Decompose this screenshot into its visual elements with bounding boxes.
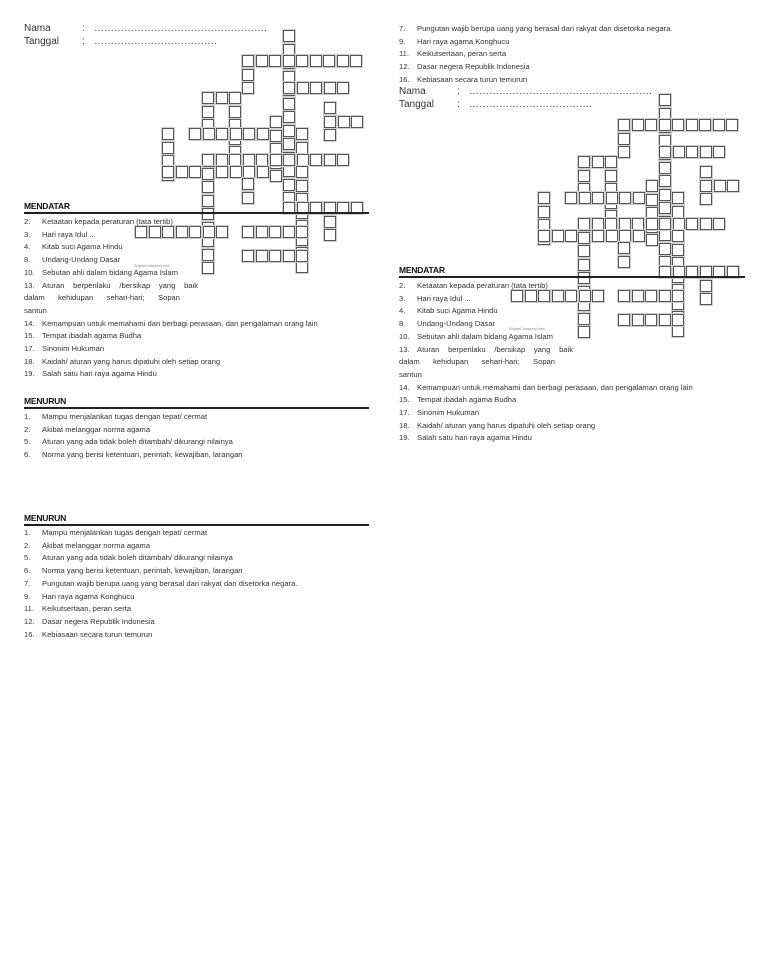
crossword-cell[interactable] xyxy=(351,116,363,128)
crossword-cell[interactable] xyxy=(672,206,684,218)
name-field[interactable] xyxy=(24,23,267,34)
crossword-cell[interactable] xyxy=(659,146,671,158)
crossword-cell[interactable] xyxy=(645,119,657,131)
crossword-cell[interactable] xyxy=(659,175,671,187)
list-item: 2. Ketaatan kepada peraturan (tata tertib) xyxy=(399,281,548,290)
crossword-cell[interactable] xyxy=(618,133,630,145)
list-item: 17. Sinonim Hukuman xyxy=(399,408,480,418)
crossword-cell[interactable] xyxy=(673,218,685,230)
crossword-cell[interactable] xyxy=(646,218,658,230)
crossword-cell[interactable] xyxy=(699,119,711,131)
crossword-cell[interactable] xyxy=(592,156,604,168)
crossword-cell[interactable] xyxy=(579,192,591,204)
date-colon: : xyxy=(82,36,85,47)
list-item: 19. Salah satu hari raya agama Hindu xyxy=(24,369,157,379)
mendatar-heading-left: MENDATAR xyxy=(24,201,70,211)
list-item: 15. Tempat ibadah agama Budha xyxy=(24,331,142,341)
list-item: 13. Aturan berperilaku /bersikap yang baik xyxy=(24,280,198,290)
list-item: 2. Ketaatan kepada peraturan (tata tertib) xyxy=(24,217,173,226)
crossword-cell[interactable] xyxy=(686,146,698,158)
crossword-cell[interactable] xyxy=(296,180,308,192)
list-item: 13. Aturan berperilaku /bersikap yang baik xyxy=(399,344,573,354)
name-field-right[interactable] xyxy=(399,86,652,97)
menurun-heading-left: MENURUN xyxy=(24,396,67,406)
list-item: 12. Dasar negera Republik Indonesia xyxy=(399,62,530,72)
crossword-cell[interactable] xyxy=(552,230,564,242)
crossword-cell[interactable] xyxy=(726,119,738,131)
menurun-list-left xyxy=(24,411,243,462)
list-item-continuation: dalam kehidupan sehari-hari; Sopan xyxy=(399,357,555,367)
crossword-cell[interactable] xyxy=(242,192,254,204)
crossword-cell[interactable] xyxy=(324,82,336,94)
crossword-cell[interactable] xyxy=(216,92,228,104)
list-item: 18. Kaidah/ aturan yang harus dipatuhi oleh setiap orang xyxy=(399,420,596,430)
crossword-cell[interactable] xyxy=(618,256,630,268)
crossword-cell[interactable] xyxy=(269,55,281,67)
crossword-cell[interactable] xyxy=(592,218,604,230)
date-label: Tanggal xyxy=(24,36,60,47)
crossword-cell[interactable] xyxy=(578,156,590,168)
crossword-cell[interactable] xyxy=(618,242,630,254)
list-item: 8. Undang-Undang Dasar xyxy=(24,255,121,265)
crossword-cell[interactable] xyxy=(659,162,671,174)
crossword-cell[interactable] xyxy=(283,55,295,67)
crossword-cell[interactable] xyxy=(592,192,604,204)
crossword-cell[interactable] xyxy=(618,146,630,158)
crossword-cell[interactable] xyxy=(296,142,308,154)
date-dots: ………………………………. xyxy=(469,99,592,110)
crossword-cell[interactable] xyxy=(230,128,242,140)
crossword-cell[interactable] xyxy=(646,180,658,192)
crossword-cell[interactable] xyxy=(700,293,712,305)
name-dots: ………………………………………………. xyxy=(469,86,652,97)
list-item: 6. Norma yang berisi ketentuan, perintah, kewajiban, larangan xyxy=(24,566,243,576)
list-item: 10. Sebutan ahli dalam bidang Agama Islam xyxy=(399,331,553,341)
crossword-cell[interactable] xyxy=(324,154,336,166)
name-colon: : xyxy=(457,86,460,97)
crossword-cell[interactable] xyxy=(296,55,308,67)
list-item-continuation: dalam kehidupan sehari-hari; Sopan xyxy=(24,293,180,303)
crossword-cell[interactable] xyxy=(283,82,295,94)
crossword-cell[interactable] xyxy=(242,69,254,81)
list-item: 3. Hari raya Idul ... xyxy=(399,293,471,303)
crossword-cell[interactable] xyxy=(659,202,671,214)
menurun-heading-bottom: MENURUN xyxy=(24,513,67,523)
name-dots: ……………………………………………. xyxy=(94,23,267,34)
crossword-cell[interactable] xyxy=(578,245,590,257)
crossword-cell[interactable] xyxy=(686,119,698,131)
crossword-cell[interactable] xyxy=(189,128,201,140)
mendatar-heading-right: MENDATAR xyxy=(399,265,445,275)
list-item: 16. Kebiasaan secara turun temurun xyxy=(24,629,153,639)
crossword-cell[interactable] xyxy=(283,125,295,137)
crossword-cell[interactable] xyxy=(632,119,644,131)
crossword-cell[interactable] xyxy=(659,218,671,230)
crossword-cell[interactable] xyxy=(162,128,174,140)
crossword-cell[interactable] xyxy=(242,178,254,190)
crossword-cell[interactable] xyxy=(538,206,550,218)
crossword-cell[interactable] xyxy=(297,154,309,166)
crossword-cell[interactable] xyxy=(257,128,269,140)
crossword-cell[interactable] xyxy=(565,192,577,204)
crossword-cell[interactable] xyxy=(659,229,671,241)
crossword-cell[interactable] xyxy=(310,55,322,67)
crossword-cell[interactable] xyxy=(229,92,241,104)
crossword-cell[interactable] xyxy=(659,119,671,131)
crossword-cell[interactable] xyxy=(713,218,725,230)
crossword-cell[interactable] xyxy=(659,94,671,106)
crossword-cell[interactable] xyxy=(578,259,590,271)
list-item: 15. Tempat ibadah agama Budha xyxy=(399,395,517,405)
list-item: 2. Akibat melanggar norma agama xyxy=(24,424,151,434)
menurun-rule-left xyxy=(24,407,369,409)
crossword-cell[interactable] xyxy=(283,30,295,42)
crossword-cell[interactable] xyxy=(216,154,228,166)
crossword-cell[interactable] xyxy=(700,146,712,158)
crossword-cell[interactable] xyxy=(673,146,685,158)
crossword-cell[interactable] xyxy=(619,192,631,204)
crossword-cell[interactable] xyxy=(605,218,617,230)
menurun-rule-bottom xyxy=(24,524,369,526)
crossword-cell[interactable] xyxy=(606,230,618,242)
crossword-cell[interactable] xyxy=(270,170,282,182)
crossword-cell[interactable] xyxy=(619,230,631,242)
crossword-cell[interactable] xyxy=(202,195,214,207)
list-item-continuation: santun xyxy=(399,369,422,379)
list-item: 1. Mampu menjalankan tugas dengan tepat/ cermat xyxy=(24,412,208,421)
mendatar-rule-left xyxy=(24,212,369,214)
list-item: 17. Sinonim Hukuman xyxy=(24,344,105,354)
crossword-cell[interactable] xyxy=(283,111,295,123)
crossword-cell[interactable] xyxy=(243,128,255,140)
crossword-cell[interactable] xyxy=(202,168,214,180)
list-item: 4. Kitab suci Agama Hindu xyxy=(399,306,498,316)
crossword-cell[interactable] xyxy=(700,280,712,292)
crossword-cell[interactable] xyxy=(700,218,712,230)
date-label: Tanggal xyxy=(399,99,435,110)
crossword-cell[interactable] xyxy=(700,166,712,178)
list-item: 14. Kemampuan untuk memahami dan berbagi perasaan, dan pengalaman orang lain xyxy=(399,382,693,392)
crossword-cell[interactable] xyxy=(672,119,684,131)
crossword-cell[interactable] xyxy=(659,189,671,201)
crossword-cell[interactable] xyxy=(242,55,254,67)
crossword-cell[interactable] xyxy=(618,119,630,131)
list-item: 12. Dasar negera Republik Indonesia xyxy=(24,616,155,626)
crossword-cell[interactable] xyxy=(283,165,295,177)
crossword-cell[interactable] xyxy=(243,154,255,166)
crossword-cell[interactable] xyxy=(700,180,712,192)
crossword-cell[interactable] xyxy=(229,106,241,118)
crossword-cell[interactable] xyxy=(283,179,295,191)
crossword-cell[interactable] xyxy=(619,218,631,230)
crossword-cell[interactable] xyxy=(324,102,336,114)
crossword-cell[interactable] xyxy=(216,166,228,178)
list-item: 6. Norma yang berisi ketentuan, perintah, kewajiban, larangan xyxy=(24,450,243,460)
crossword-cell[interactable] xyxy=(538,192,550,204)
crossword-cell[interactable] xyxy=(296,166,308,178)
crossword-cell[interactable] xyxy=(189,166,201,178)
crossword-cell[interactable] xyxy=(714,180,726,192)
crossword-cell[interactable] xyxy=(324,216,336,228)
crossword-cell[interactable] xyxy=(632,218,644,230)
list-item: 5. Aturan yang ada tidak boleh ditambah/ dikurangi nilainya xyxy=(24,437,233,447)
crossword-cell[interactable] xyxy=(337,55,349,67)
crossword-cell[interactable] xyxy=(578,218,590,230)
menurun-continued-right xyxy=(399,23,672,87)
crossword-cell[interactable] xyxy=(606,192,618,204)
credit-left: EclipseCrossword.com xyxy=(134,264,170,268)
crossword-cell[interactable] xyxy=(203,128,215,140)
list-item: 5. Aturan yang ada tidak boleh ditambah/ dikurangi nilainya xyxy=(24,553,233,563)
crossword-cell[interactable] xyxy=(713,119,725,131)
list-item: 7. Pungutan wajib berupa uang yang berasal dari rakyat dan disetorka negara. xyxy=(399,24,673,33)
crossword-cell[interactable] xyxy=(283,98,295,110)
crossword-cell[interactable] xyxy=(337,154,349,166)
crossword-cell[interactable] xyxy=(283,138,295,150)
crossword-cell[interactable] xyxy=(646,194,658,206)
crossword-cell[interactable] xyxy=(270,130,282,142)
crossword-cell[interactable] xyxy=(538,230,550,242)
crossword-cell[interactable] xyxy=(229,154,241,166)
crossword-cell[interactable] xyxy=(700,193,712,205)
crossword-cell[interactable] xyxy=(633,192,645,204)
list-item-continuation: santun xyxy=(24,305,47,315)
mendatar-rule-right xyxy=(399,276,745,278)
crossword-cell[interactable] xyxy=(605,170,617,182)
crossword-cell[interactable] xyxy=(686,218,698,230)
credit-right: EclipseCrossword.com xyxy=(509,327,545,331)
crossword-cell[interactable] xyxy=(605,156,617,168)
crossword-cell[interactable] xyxy=(202,154,214,166)
list-item: 3. Hari raya Idul ... xyxy=(24,229,96,239)
list-item: 1. Mampu menjalankan tugas dengan tepat/ cermat xyxy=(24,528,208,537)
date-field[interactable] xyxy=(24,36,217,47)
list-item: 9. Hari raya agama Konghucu xyxy=(24,591,135,601)
crossword-cell[interactable] xyxy=(256,55,268,67)
crossword-cell[interactable] xyxy=(202,181,214,193)
crossword-cell[interactable] xyxy=(672,244,684,256)
crossword-cell[interactable] xyxy=(338,116,350,128)
crossword-cell[interactable] xyxy=(242,82,254,94)
crossword-cell[interactable] xyxy=(578,170,590,182)
crossword-cell[interactable] xyxy=(243,166,255,178)
crossword-cell[interactable] xyxy=(646,234,658,246)
list-item: 16. Kebiasaan secara turun temurun xyxy=(399,74,528,84)
crossword-cell[interactable] xyxy=(324,229,336,241)
crossword-cell[interactable] xyxy=(659,243,671,255)
crossword-cell[interactable] xyxy=(202,106,214,118)
list-item: 19. Salah satu hari raya agama Hindu xyxy=(399,433,532,443)
date-colon: : xyxy=(457,99,460,110)
crossword-cell[interactable] xyxy=(324,129,336,141)
crossword-cell[interactable] xyxy=(672,230,684,242)
crossword-cell[interactable] xyxy=(176,166,188,178)
date-field-right[interactable] xyxy=(399,99,592,110)
list-item: 18. Kaidah/ aturan yang harus dipatuhi oleh setiap orang xyxy=(24,356,221,366)
list-item: 2. Akibat melanggar norma agama xyxy=(24,540,151,550)
crossword-cell[interactable] xyxy=(216,128,228,140)
crossword-cell[interactable] xyxy=(310,154,322,166)
crossword-cell[interactable] xyxy=(727,180,739,192)
crossword-cell[interactable] xyxy=(162,142,174,154)
list-item: 7. Pungutan wajib berupa uang yang berasal dari rakyat dan disetorka negara. xyxy=(24,578,298,588)
crossword-cell[interactable] xyxy=(592,230,604,242)
crossword-cell[interactable] xyxy=(323,55,335,67)
mendatar-list-right xyxy=(399,280,693,445)
crossword-cell[interactable] xyxy=(672,192,684,204)
list-item: 14. Kemampuan untuk memahami dan berbagi perasaan, dan pengalaman orang lain xyxy=(24,318,318,328)
crossword-cell[interactable] xyxy=(230,166,242,178)
crossword-cell[interactable] xyxy=(578,232,590,244)
crossword-cell[interactable] xyxy=(350,55,362,67)
menurun-list-bottom xyxy=(24,527,297,641)
crossword-cell[interactable] xyxy=(310,82,322,94)
name-label: Nama xyxy=(24,23,51,34)
list-item: 4. Kitab suci Agama Hindu xyxy=(24,242,123,252)
crossword-cell[interactable] xyxy=(257,166,269,178)
crossword-cell[interactable] xyxy=(324,116,336,128)
list-item: 9. Hari raya agama Konghucu xyxy=(399,36,510,46)
list-item: 8. Undang-Undang Dasar xyxy=(399,319,496,329)
name-label: Nama xyxy=(399,86,426,97)
name-colon: : xyxy=(82,23,85,34)
mendatar-list-left xyxy=(24,216,318,381)
list-item: 11. Keikutsertaan, peran serta xyxy=(24,604,132,614)
crossword-cell[interactable] xyxy=(633,230,645,242)
crossword-cell[interactable] xyxy=(713,146,725,158)
crossword-cell[interactable] xyxy=(270,154,282,166)
list-item: 11. Keikutsertaan, peran serta xyxy=(399,49,507,59)
crossword-cell[interactable] xyxy=(256,154,268,166)
crossword-cell[interactable] xyxy=(270,116,282,128)
crossword-cell[interactable] xyxy=(337,82,349,94)
date-dots: ………………………………. xyxy=(94,36,217,47)
crossword-cell[interactable] xyxy=(297,82,309,94)
list-item: 10. Sebutan ahli dalam bidang Agama Islam xyxy=(24,267,178,277)
crossword-cell[interactable] xyxy=(565,230,577,242)
crossword-cell[interactable] xyxy=(162,166,174,178)
crossword-cell[interactable] xyxy=(283,154,295,166)
crossword-cell[interactable] xyxy=(296,128,308,140)
crossword-cell[interactable] xyxy=(202,92,214,104)
